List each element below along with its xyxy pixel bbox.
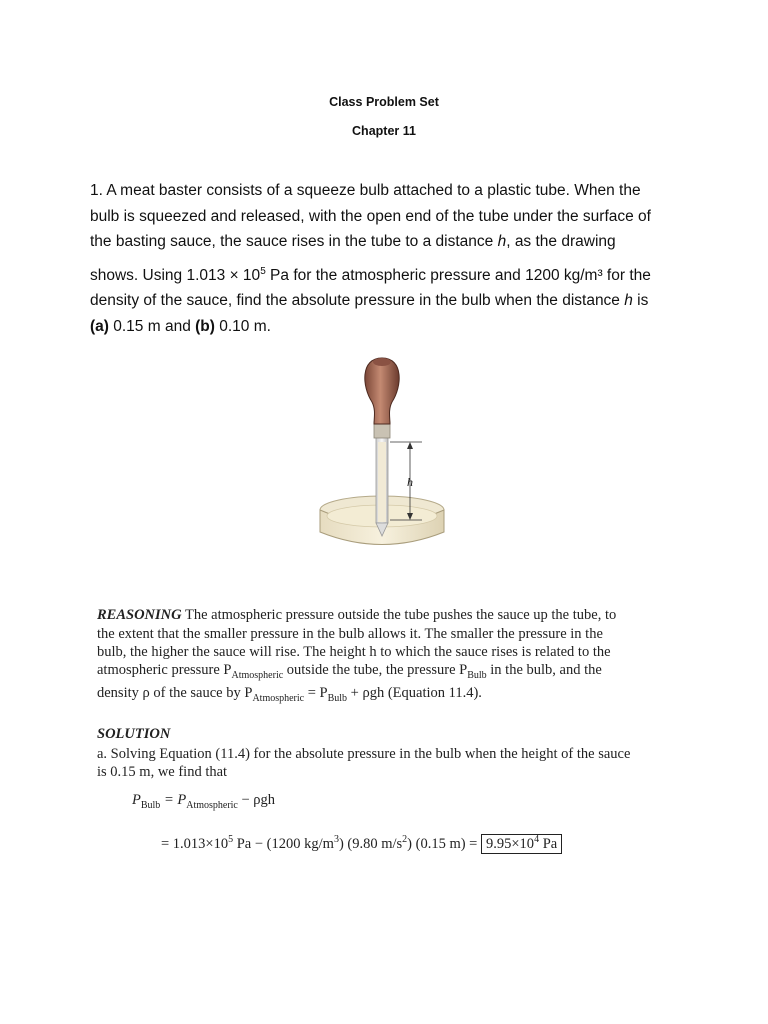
part-b-value: 0.10 m. — [214, 317, 271, 335]
eq1-eq: = P — [160, 792, 187, 808]
problem-line-5-text: density of the sauce, find the absolute pressure in the bulb when the distance — [90, 292, 625, 310]
reasoning-text-1: The atmospheric pressure outside the tube pushes the sauce up the tube, to — [181, 607, 617, 623]
reasoning-line-1 — [97, 607, 616, 624]
solution-line-2: is 0.15 m, we find that — [97, 764, 228, 780]
reasoning-text-4a: atmospheric pressure P — [97, 662, 232, 678]
answer-exp: 4 — [534, 834, 540, 845]
problem-statement — [90, 178, 690, 339]
problem-line-4-text: shows. Using 1.013 × 10 — [90, 266, 261, 284]
problem-line-5 — [90, 288, 690, 314]
reasoning-line-2: the extent that the smaller pressure in the bulb allows it. The smaller the pressure in the — [97, 626, 603, 642]
sauce-in-tube — [378, 442, 386, 522]
problem-line-3 — [90, 229, 690, 255]
reasoning-line-5 — [97, 685, 482, 702]
subscript-atmospheric: Atmospheric — [186, 800, 238, 811]
document-title: Class Problem Set — [329, 95, 439, 109]
squeeze-bulb — [365, 358, 399, 424]
problem-line-1: 1. A meat baster consists of a squeeze bulb attached to a plastic tube. When the — [90, 182, 641, 199]
problem-line-4 — [90, 259, 690, 289]
equation-2 — [161, 834, 562, 853]
reasoning-section — [97, 607, 662, 707]
reasoning-text-4c: in the bulb, and the — [486, 662, 602, 678]
reasoning-text-4b: outside the tube, the pressure P — [283, 662, 468, 678]
answer-value: 9.95×10 — [486, 835, 535, 852]
problem-line-3-text: the basting sauce, the sauce rises in the tube to a distance — [90, 233, 498, 250]
equation-1 — [132, 792, 275, 809]
reasoning-text-5a: density ρ of the sauce by P — [97, 685, 253, 701]
eq2-exp: 5 — [228, 834, 234, 845]
reasoning-heading: REASONING — [97, 607, 182, 623]
part-b-label: (b) — [195, 317, 215, 335]
part-a-value: 0.15 m and — [108, 317, 196, 335]
arrow-up — [407, 442, 413, 449]
meat-baster-figure — [310, 352, 470, 587]
solution-section — [97, 726, 662, 866]
meat-baster-illustration — [310, 352, 470, 582]
subscript-bulb: Bulb — [140, 800, 161, 811]
eq2-start: = 1.013×10 — [161, 835, 229, 852]
answer-box — [481, 834, 562, 854]
chapter-heading: Chapter 11 — [352, 124, 416, 138]
problem-line-5-end: is — [632, 292, 649, 310]
eq1-p: P — [132, 792, 141, 808]
eq1-rhogh: − ρgh — [237, 792, 276, 808]
part-a-label: (a) — [90, 317, 109, 335]
problem-line-2: bulb is squeezed and released, with the open end of the tube under the surface of — [90, 207, 651, 225]
solution-heading: SOLUTION — [97, 726, 171, 742]
eq2-h: ) (0.15 m) = — [407, 835, 481, 852]
answer-unit: Pa — [539, 835, 558, 852]
label-h: h — [407, 475, 413, 489]
problem-line-3-end: , as the drawing — [506, 233, 616, 250]
eq2-exp3: 3 — [333, 834, 339, 845]
exponent: 5 — [260, 265, 266, 277]
eq2-density: Pa − (1200 kg/m — [233, 835, 334, 852]
variable-h: h — [497, 233, 507, 250]
eq2-g: ) (9.80 m/s — [338, 835, 403, 852]
solution-line-1: a. Solving Equation (11.4) for the absolute pressure in the bulb when the height of the sauce — [97, 746, 631, 762]
reasoning-text-5b: = P — [304, 685, 328, 701]
reasoning-line-3: bulb, the higher the sauce will rise. The height h to which the sauce rises is related to the — [97, 644, 611, 660]
subscript-atmospheric: Atmospheric — [231, 670, 284, 681]
problem-line-4-end: Pa for the atmospheric pressure and 1200 kg/m³ for the — [265, 266, 651, 284]
problem-line-6 — [90, 314, 690, 340]
eq2-exp2: 2 — [402, 834, 408, 845]
variable-h: h — [624, 292, 633, 310]
bulb-top — [373, 358, 391, 366]
reasoning-text-5c: + ρgh (Equation 11.4). — [347, 685, 482, 701]
subscript-bulb: Bulb — [467, 670, 487, 681]
subscript-bulb: Bulb — [327, 693, 348, 704]
subscript-atmospheric: Atmospheric — [252, 693, 305, 704]
reasoning-line-4 — [97, 662, 602, 679]
